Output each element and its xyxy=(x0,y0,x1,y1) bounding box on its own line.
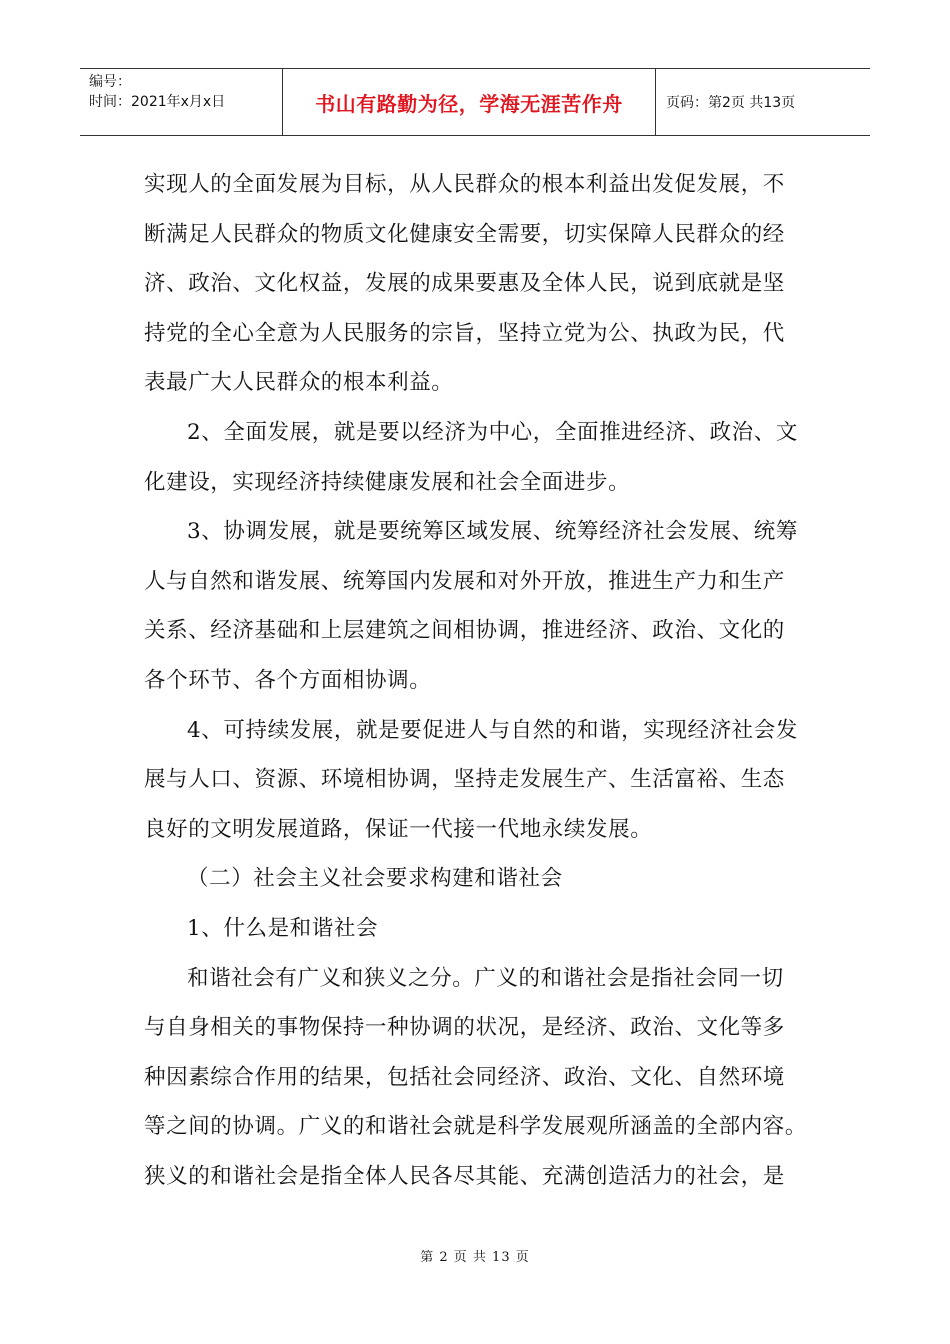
body-line: 化建设，实现经济持续健康发展和社会全面进步。 xyxy=(144,469,631,495)
body-line: 种因素综合作用的结果，包括社会同经济、政治、文化、自然环境 xyxy=(144,1064,785,1090)
body-line: 和谐社会有广义和狭义之分。广义的和谐社会是指社会同一切 xyxy=(187,965,784,991)
section-heading: （二）社会主义社会要求构建和谐社会 xyxy=(187,866,563,892)
page-header xyxy=(80,68,870,136)
header-meta-cell xyxy=(80,69,283,135)
body-line: 人与自然和谐发展、统筹国内发展和对外开放，推进生产力和生产 xyxy=(144,568,785,594)
body-line: 济、政治、文化权益，发展的成果要惠及全体人民，说到底就是坚 xyxy=(144,271,785,297)
subsection-heading: 1、什么是和谐社会 xyxy=(187,915,379,941)
body-line: 3、协调发展，就是要统筹区域发展、统筹经济社会发展、统筹 xyxy=(187,519,798,545)
page-footer: 第 2 页 共 13 页 xyxy=(420,1250,530,1265)
header-page-info: 页码：第2页 共13页 xyxy=(666,95,796,111)
header-motto: 书山有路勤为径，学海无涯苦作舟 xyxy=(283,69,656,135)
body-line: 与自身相关的事物保持一种协调的状况，是经济、政治、文化等多 xyxy=(144,1015,785,1041)
body-line: 展与人口、资源、环境相协调，坚持走发展生产、生活富裕、生态 xyxy=(144,767,785,793)
body-line: 实现人的全面发展为目标，从人民群众的根本利益出发促发展，不 xyxy=(144,172,785,197)
body-line: 断满足人民群众的物质文化健康安全需要，切实保障人民群众的经 xyxy=(144,221,785,247)
body-line: 良好的文明发展道路，保证一代接一代地永续发展。 xyxy=(144,816,653,842)
body-line: 4、可持续发展，就是要促进人与自然的和谐，实现经济社会发 xyxy=(187,717,798,743)
document-number-label: 编号： xyxy=(89,74,131,90)
body-line: 狭义的和谐社会是指全体人民各尽其能、充满创造活力的社会，是 xyxy=(144,1163,785,1189)
body-line: 各个环节、各个方面相协调。 xyxy=(144,667,432,693)
document-body xyxy=(144,160,814,1201)
body-line: 2、全面发展，就是要以经济为中心，全面推进经济、政治、文 xyxy=(187,419,798,445)
document-date-label: 时间：2021年x月x日 xyxy=(89,94,226,110)
body-line: 表最广大人民群众的根本利益。 xyxy=(144,370,454,396)
body-line: 持党的全心全意为人民服务的宗旨，坚持立党为公、执政为民，代 xyxy=(144,320,785,346)
body-line: 等之间的协调。广义的和谐社会就是科学发展观所涵盖的全部内容。 xyxy=(144,1114,808,1140)
body-line: 关系、经济基础和上层建筑之间相协调，推进经济、政治、文化的 xyxy=(144,618,785,644)
